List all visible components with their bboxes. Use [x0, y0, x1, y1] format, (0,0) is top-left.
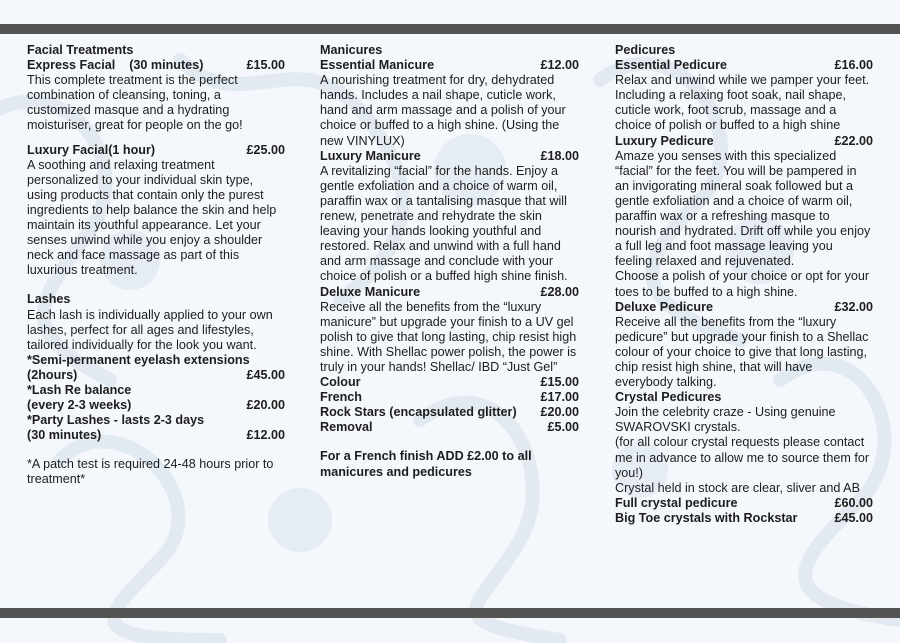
service-description: Amaze you senses with this specialized “facial” for the feet. You will be pampered in an invigorating mineral soak followed but a gentle exfoliation and a choice of warm oil, paraffin wax or a refreshing masque to nourish and hydrated. Drift off while you enjoy a full leg and foot massage leaving you feeling relaxed and rejuvenated. [615, 148, 871, 269]
service-price: £22.00 [834, 133, 873, 148]
service-description: This complete treatment is the perfect combination of cleansing, toning, a customized masque and a hydrating moisturiser, great for people on the go! [27, 73, 243, 133]
price-row-removal [320, 420, 579, 435]
price-row-deluxe-manicure [320, 285, 579, 300]
crystal-stock-note: Crystal held in stock are clear, sliver and AB [615, 480, 860, 495]
price-row-luxury-facial [27, 143, 285, 158]
service-description: Each lash is individually applied to your own lashes, perfect for all ages and lifestyles, tailored individually for the look you want. [27, 307, 273, 352]
manicures-column [320, 43, 579, 480]
service-description: Receive all the benefits from the “luxury manicure” but upgrade your finish to a UV gel polish to give that long lasting, chip resist high shine. With Shellac power polish, the power is truly in your hands! Shellac/ IBD “Just Gel” [320, 299, 577, 374]
top-divider-bar [0, 24, 900, 34]
service-description: A nourishing treatment for dry, dehydrated hands. Includes a nail shape, cuticle work, hand and arm massage and a polish of your choice or buffed to a high shine. (Using the new VINYLUX) [320, 73, 566, 148]
price-row-full-crystal-pedicure [615, 496, 873, 511]
service-price: £15.00 [246, 58, 285, 73]
service-description: A revitalizing “facial” for the hands. Enjoy a gentle exfoliation and a choice of warm oil, paraffin wax or a tantalising masque that will renew, penetrate and rehydrate the skin leaving your hands looking youthful and restored. Relax and unwind with a full hand and arm massage and conclude with your choice of polish or a buffed high shine finish. [320, 163, 568, 284]
service-name: *Semi-permanent eyelash extensions [27, 352, 250, 367]
extra-name: Rock Stars (encapsulated glitter) [320, 405, 517, 420]
service-name: Luxury Facial(1 hour) [27, 142, 156, 157]
service-price: £18.00 [540, 148, 579, 163]
service-description: Relax and unwind while we pamper your feet. Including a relaxing foot soak, nail shape, cuticle work, foot scrub, massage and a choice of polish or buffed to a high shine [615, 73, 870, 133]
bottom-divider-bar [0, 608, 900, 618]
service-name: Big Toe crystals with Rockstar [615, 510, 798, 525]
crystal-description: Join the celebrity craze - Using genuine SWAROVSKI crystals. [615, 405, 836, 435]
extra-price: £5.00 [547, 420, 579, 435]
price-row-big-toe-crystals [615, 511, 873, 526]
price-row-lash-rebalance [27, 398, 285, 413]
section-heading-pedicures: Pedicures [615, 43, 676, 57]
service-name: Full crystal pedicure [615, 495, 738, 510]
service-description: Receive all the benefits from the “luxury pedicure” but upgrade your finish to a Shellac colour of your choice to give that long lasting, chip resist high shine, that will have everybody talking. [615, 314, 869, 390]
crystal-request-note: (for all colour crystal requests please contact me in advance to allow me to source them for you!) [615, 435, 870, 480]
section-heading-manicures: Manicures [320, 43, 383, 57]
service-price: £12.00 [246, 428, 285, 443]
service-name: Luxury Pedicure [615, 133, 714, 148]
extra-name: Removal [320, 420, 373, 435]
service-name: Essential Pedicure [615, 58, 727, 73]
service-price: £12.00 [540, 58, 579, 73]
service-price: £20.00 [246, 398, 285, 413]
service-price: £32.00 [834, 299, 873, 314]
facial-treatments-column [27, 43, 285, 488]
service-duration: (2hours) [27, 367, 78, 382]
price-row-rock-stars [320, 405, 579, 420]
service-price: £16.00 [834, 58, 873, 73]
service-duration: (every 2-3 weeks) [27, 398, 132, 413]
extra-name: Colour [320, 375, 361, 390]
extra-name: French [320, 390, 362, 405]
price-row-french [320, 390, 579, 405]
french-finish-note: For a French finish ADD £2.00 to all manicures and pedicures [320, 449, 532, 479]
price-row-express-facial [27, 58, 285, 73]
price-row-party-lashes [27, 428, 285, 443]
price-row-deluxe-pedicure [615, 300, 873, 315]
service-price: £25.00 [246, 142, 285, 157]
service-name: *Lash Re balance [27, 382, 132, 397]
service-description-extra: Choose a polish of your choice or opt for your toes to be buffed to a high shine. [615, 269, 870, 299]
price-row-luxury-pedicure [615, 134, 873, 149]
service-duration: (30 minutes) [27, 428, 102, 443]
patch-test-note: *A patch test is required 24-48 hours prior to treatment* [27, 457, 274, 487]
extra-price: £20.00 [540, 405, 579, 420]
service-name: Express Facial (30 minutes) [27, 58, 204, 73]
service-name: Deluxe Pedicure [615, 299, 713, 314]
service-price: £28.00 [540, 284, 579, 299]
price-row-luxury-manicure [320, 149, 579, 164]
service-description: A soothing and relaxing treatment personalized to your individual skin type, using products that contain only the purest ingredients to help balance the skin and help maintain its youthful appearance. Let your senses unwind while you enjoy a shoulder neck and face massage as part of this luxurious treatment. [27, 157, 277, 278]
service-name: Essential Manicure [320, 58, 435, 73]
section-heading-lashes: Lashes [27, 292, 71, 307]
service-price: £45.00 [834, 510, 873, 525]
service-name: *Party Lashes - lasts 2-3 days [27, 413, 205, 428]
extra-price: £17.00 [540, 390, 579, 405]
price-row-semi-permanent-lashes [27, 368, 285, 383]
section-heading-facial: Facial Treatments [27, 43, 134, 57]
price-row-essential-pedicure [615, 58, 873, 73]
price-row-colour [320, 375, 579, 390]
service-name: Deluxe Manicure [320, 284, 421, 299]
price-row-essential-manicure [320, 58, 579, 73]
service-price: £45.00 [246, 367, 285, 382]
service-price: £60.00 [834, 495, 873, 510]
pedicures-column [615, 43, 873, 526]
extra-price: £15.00 [540, 375, 579, 390]
service-name: Luxury Manicure [320, 148, 421, 163]
section-heading-crystal-pedicures: Crystal Pedicures [615, 390, 722, 405]
